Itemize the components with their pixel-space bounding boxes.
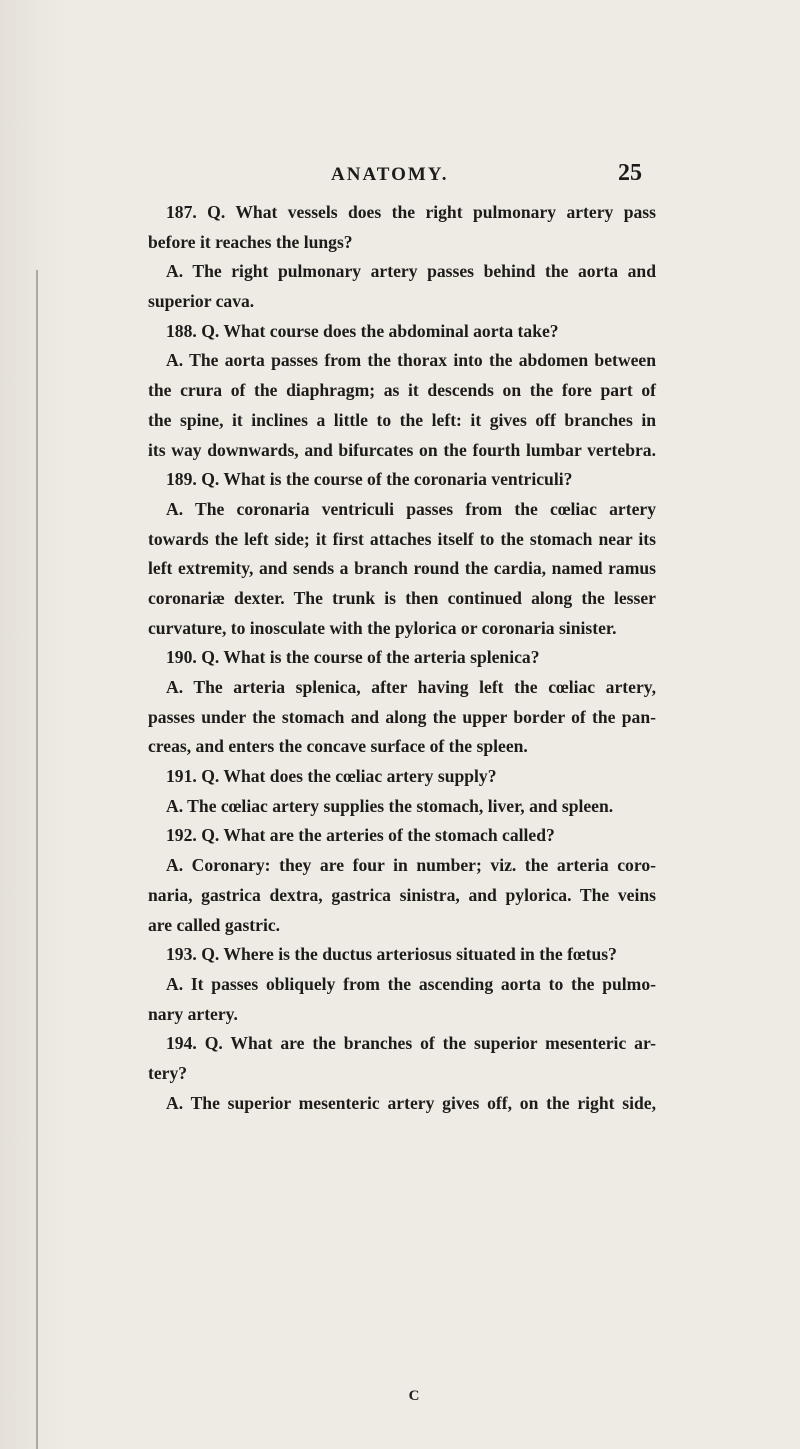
text-line: A. It passes obliquely from the ascending aorta to the pulmo- (166, 973, 656, 994)
text-line: towards the left side; it first attaches itself to the stomach near its (148, 528, 656, 549)
text-line: 190. Q. What is the course of the arteria splenica? (166, 647, 540, 668)
signature-letter: C (408, 1388, 420, 1404)
text-line: nary artery. (148, 1003, 238, 1024)
text-line: 191. Q. What does the cœliac artery supply? (166, 766, 497, 787)
text-line: 187. Q. What vessels does the right pulmonary artery pass (166, 202, 656, 222)
text-line: A. The coronaria ventriculi passes from the cœliac artery (166, 498, 656, 519)
text-line: creas, and enters the concave surface of the spleen. (148, 736, 528, 757)
text-line: 194. Q. What are the branches of the superior mesenteric ar- (166, 1033, 656, 1054)
signature-mark (0, 1388, 800, 1405)
text-line: coronariæ dexter. The trunk is then continued along the lesser (148, 587, 656, 608)
text-line: A. Coronary: they are four in number; viz. the arteria coro- (166, 855, 656, 876)
text-line: are called gastric. (148, 914, 281, 935)
running-head (0, 160, 800, 194)
text-line: naria, gastrica dextra, gastrica sinistra, and pylorica. The veins (148, 884, 656, 905)
page-gutter-shadow (0, 0, 70, 1449)
text-line: superior cava. (148, 291, 255, 312)
text-line: the crura of the diaphragm; as it descends on the fore part of (148, 380, 656, 401)
text-line: A. The arteria splenica, after having left the cœliac artery, (166, 677, 656, 697)
text-line: curvature, to inosculate with the pylorica or coronaria sinister. (148, 617, 617, 638)
text-line: A. The superior mesenteric artery gives off, on the right side, (166, 1092, 656, 1113)
text-line: 192. Q. What are the arteries of the stomach called? (166, 825, 555, 846)
text-line: A. The right pulmonary artery passes behind the aorta and (166, 261, 656, 282)
text-line: A. The cœliac artery supplies the stomach, liver, and spleen. (166, 795, 614, 816)
text-line: A. The aorta passes from the thorax into the abdomen between (166, 350, 656, 371)
text-line: left extremity, and sends a branch round the cardia, named ramus (148, 558, 656, 579)
text-line: its way downwards, and bifurcates on the fourth lumbar vertebra. (148, 439, 656, 460)
body-text (148, 198, 656, 1118)
text-line: before it reaches the lungs? (148, 231, 353, 252)
binding-edge (36, 270, 38, 1449)
text-line: 189. Q. What is the course of the coronaria ventriculi? (166, 469, 573, 490)
running-title: ANATOMY. (331, 164, 449, 185)
text-line: the spine, it inclines a little to the left: it gives off branches in (148, 409, 656, 430)
page-number: 25 (618, 160, 642, 186)
text-line: tery? (148, 1062, 188, 1083)
text-line: passes under the stomach and along the upper border of the pan- (148, 706, 656, 727)
text-line: 188. Q. What course does the abdominal aorta take? (166, 320, 559, 341)
text-line: 193. Q. Where is the ductus arteriosus situated in the fœtus? (166, 944, 617, 965)
